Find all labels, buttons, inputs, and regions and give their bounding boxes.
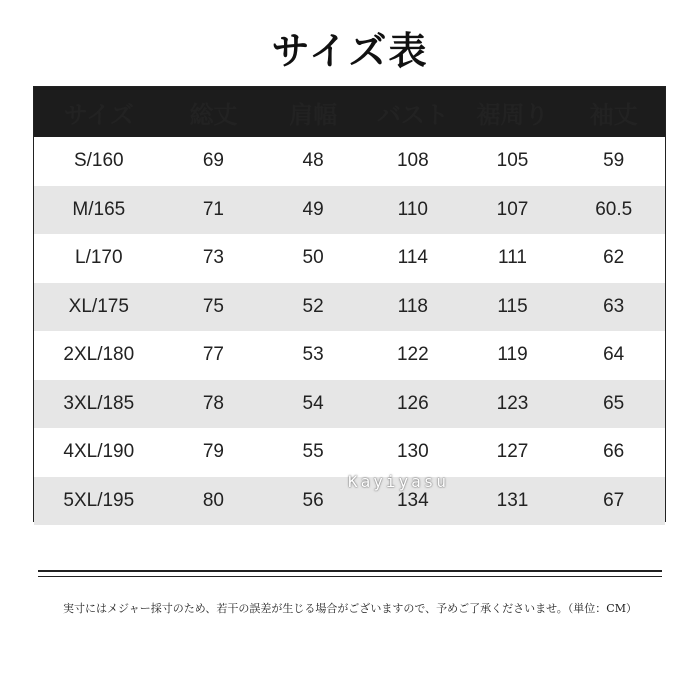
cell-shoulder: 49: [302, 198, 324, 220]
cell-hem: 105: [496, 150, 529, 172]
divider-thick: [38, 570, 662, 572]
cell-size: 5XL/195: [63, 489, 135, 511]
cell-size: M/165: [72, 198, 126, 220]
cell-sleeve: 63: [603, 295, 625, 317]
cell-hem: 131: [496, 489, 529, 511]
header-size: サイズ: [63, 99, 134, 129]
footnote: 実寸にはメジャー採寸のため、若干の誤差が生じる場合がございますので、予めご了承くださいませ。（単位：CM）: [63, 602, 637, 615]
table-row: [34, 331, 665, 380]
cell-sleeve: 62: [603, 247, 625, 269]
cell-size: 4XL/190: [63, 441, 135, 463]
cell-length: 77: [202, 344, 224, 366]
cell-shoulder: 53: [302, 344, 324, 366]
table-row: [34, 283, 665, 332]
table-row: [34, 186, 665, 235]
cell-shoulder: 56: [302, 489, 324, 511]
cell-shoulder: 55: [302, 441, 324, 463]
cell-sleeve: 67: [603, 489, 625, 511]
cell-bust: 126: [396, 392, 429, 414]
header-bust: バスト: [376, 99, 449, 129]
cell-shoulder: 52: [302, 295, 324, 317]
cell-sleeve: 64: [603, 344, 625, 366]
cell-hem: 127: [496, 441, 529, 463]
table-header-row: [34, 87, 665, 137]
cell-sleeve: 65: [603, 392, 625, 414]
cell-size: 2XL/180: [63, 344, 135, 366]
header-hem: 裾周り: [476, 99, 549, 129]
header-length: 総丈: [189, 99, 238, 129]
table-row: [34, 137, 665, 186]
cell-bust: 114: [397, 247, 428, 269]
cell-length: 75: [202, 295, 224, 317]
cell-length: 69: [202, 150, 224, 172]
cell-bust: 110: [397, 198, 428, 220]
cell-sleeve: 60.5: [595, 198, 633, 220]
cell-sleeve: 66: [603, 441, 625, 463]
page-title: サイズ表: [271, 28, 429, 73]
cell-bust: 130: [396, 441, 429, 463]
cell-length: 80: [202, 489, 224, 511]
table-row: [34, 380, 665, 429]
cell-shoulder: 54: [302, 392, 324, 414]
cell-hem: 115: [497, 295, 528, 317]
cell-length: 71: [202, 198, 224, 220]
divider-thin: [38, 576, 662, 577]
cell-size: L/170: [75, 247, 123, 269]
cell-shoulder: 48: [302, 150, 324, 172]
cell-size: XL/175: [68, 295, 129, 317]
cell-bust: 122: [396, 344, 429, 366]
watermark-text: Kayiyasu: [348, 472, 450, 491]
cell-sleeve: 59: [603, 150, 625, 172]
size-table: [33, 86, 666, 522]
table-row: [34, 234, 665, 283]
cell-bust: 134: [396, 489, 429, 511]
cell-length: 78: [202, 392, 224, 414]
cell-length: 73: [202, 247, 224, 269]
cell-bust: 108: [396, 150, 429, 172]
cell-bust: 118: [397, 295, 428, 317]
cell-shoulder: 50: [302, 247, 324, 269]
cell-hem: 111: [498, 247, 527, 269]
header-sleeve: 袖丈: [589, 99, 638, 129]
cell-size: 3XL/185: [63, 392, 135, 414]
cell-hem: 107: [496, 198, 529, 220]
cell-length: 79: [202, 441, 224, 463]
cell-hem: 119: [497, 344, 528, 366]
cell-size: S/160: [73, 150, 124, 172]
cell-hem: 123: [496, 392, 529, 414]
header-shoulder: 肩幅: [289, 99, 338, 129]
table-row: [34, 428, 665, 477]
